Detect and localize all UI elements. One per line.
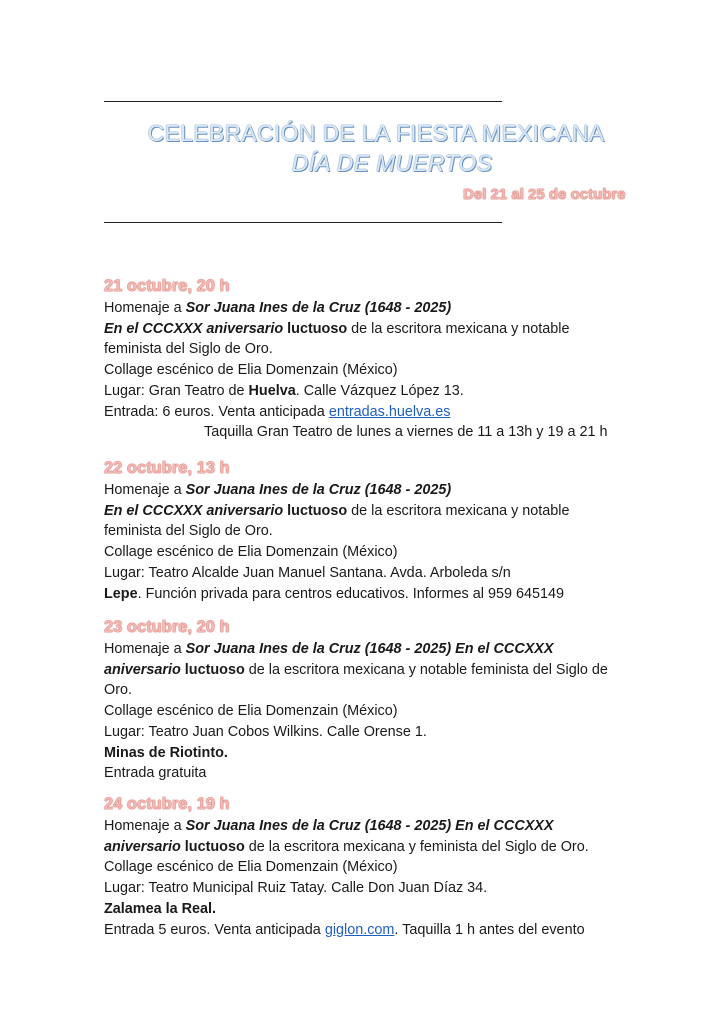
- date-range: Del 21 al 25 de octubre: [463, 186, 626, 203]
- city-line: Minas de Riotinto.: [104, 744, 228, 761]
- homenaje-line: Homenaje a Sor Juana Ines de la Cruz (1648 - 2025) En el CCCXXX: [104, 641, 554, 657]
- lugar-line: Lugar: Teatro Alcalde Juan Manuel Santana. Avda. Arboleda s/n: [104, 564, 511, 581]
- homenaje-line: Homenaje a Sor Juana Ines de la Cruz (1648 - 2025): [104, 300, 452, 316]
- city-line: Lepe. Función privada para centros educativos. Informes al 959 645149: [104, 585, 564, 602]
- event-heading: 21 octubre, 20 h: [104, 277, 230, 295]
- collage-line: Collage escénico de Elia Domenzain (México): [104, 859, 398, 876]
- aniversario-line: En el CCCXXX aniversario luctuoso de la escritora mexicana y notable: [104, 502, 570, 519]
- collage-line: Collage escénico de Elia Domenzain (México): [104, 544, 398, 561]
- aniversario-line-2: Oro.: [104, 682, 132, 699]
- homenaje-line: Homenaje a Sor Juana Ines de la Cruz (1648 - 2025) En el CCCXXX: [104, 818, 554, 834]
- event-1: [104, 274, 644, 443]
- bottom-rule: [104, 222, 502, 223]
- lugar-line: Lugar: Teatro Juan Cobos Wilkins. Calle Orense 1.: [104, 723, 427, 740]
- event-heading: 23 octubre, 20 h: [104, 618, 230, 636]
- lugar-line: Lugar: Teatro Municipal Ruiz Tatay. Calle Don Juan Díaz 34.: [104, 880, 488, 897]
- event-heading: 22 octubre, 13 h: [104, 459, 230, 477]
- ticket-link[interactable]: entradas.huelva.es: [328, 403, 451, 420]
- aniversario-line-2: feminista del Siglo de Oro.: [104, 341, 273, 358]
- aniversario-line-2: feminista del Siglo de Oro.: [104, 523, 273, 540]
- city-line: Zalamea la Real.: [104, 900, 216, 917]
- aniversario-line: En el CCCXXX aniversario luctuoso de la escritora mexicana y notable: [104, 320, 570, 337]
- event-heading: 24 octubre, 19 h: [104, 795, 230, 813]
- entrada-line: Entrada gratuita: [104, 765, 207, 782]
- event-4: [104, 792, 644, 940]
- event-2: [104, 456, 644, 604]
- aniversario-line: aniversario luctuoso de la escritora mexicana y notable feminista del Siglo de: [104, 661, 608, 678]
- top-rule: [104, 101, 502, 102]
- page-subtitle: DÍA DE MUERTOS: [291, 150, 493, 176]
- collage-line: Collage escénico de Elia Domenzain (México): [104, 362, 398, 379]
- entrada-line: Entrada: 6 euros. Venta anticipada entradas.huelva.es: [104, 403, 451, 420]
- title-block: [0, 118, 724, 178]
- page-title: CELEBRACIÓN DE LA FIESTA MEXICANA: [147, 120, 605, 146]
- entrada-line: Entrada 5 euros. Venta anticipada giglon.com. Taquilla 1 h antes del evento: [104, 921, 585, 938]
- aniversario-line: aniversario luctuoso de la escritora mexicana y feminista del Siglo de Oro.: [104, 838, 589, 855]
- lugar-line: Lugar: Gran Teatro de Huelva. Calle Vázquez López 13.: [104, 382, 464, 399]
- homenaje-line: Homenaje a Sor Juana Ines de la Cruz (1648 - 2025): [104, 482, 452, 498]
- collage-line: Collage escénico de Elia Domenzain (México): [104, 703, 398, 720]
- taquilla-line: Taquilla Gran Teatro de lunes a viernes de 11 a 13h y 19 a 21 h: [204, 424, 608, 441]
- event-3: [104, 615, 644, 784]
- ticket-link[interactable]: giglon.com: [324, 921, 395, 938]
